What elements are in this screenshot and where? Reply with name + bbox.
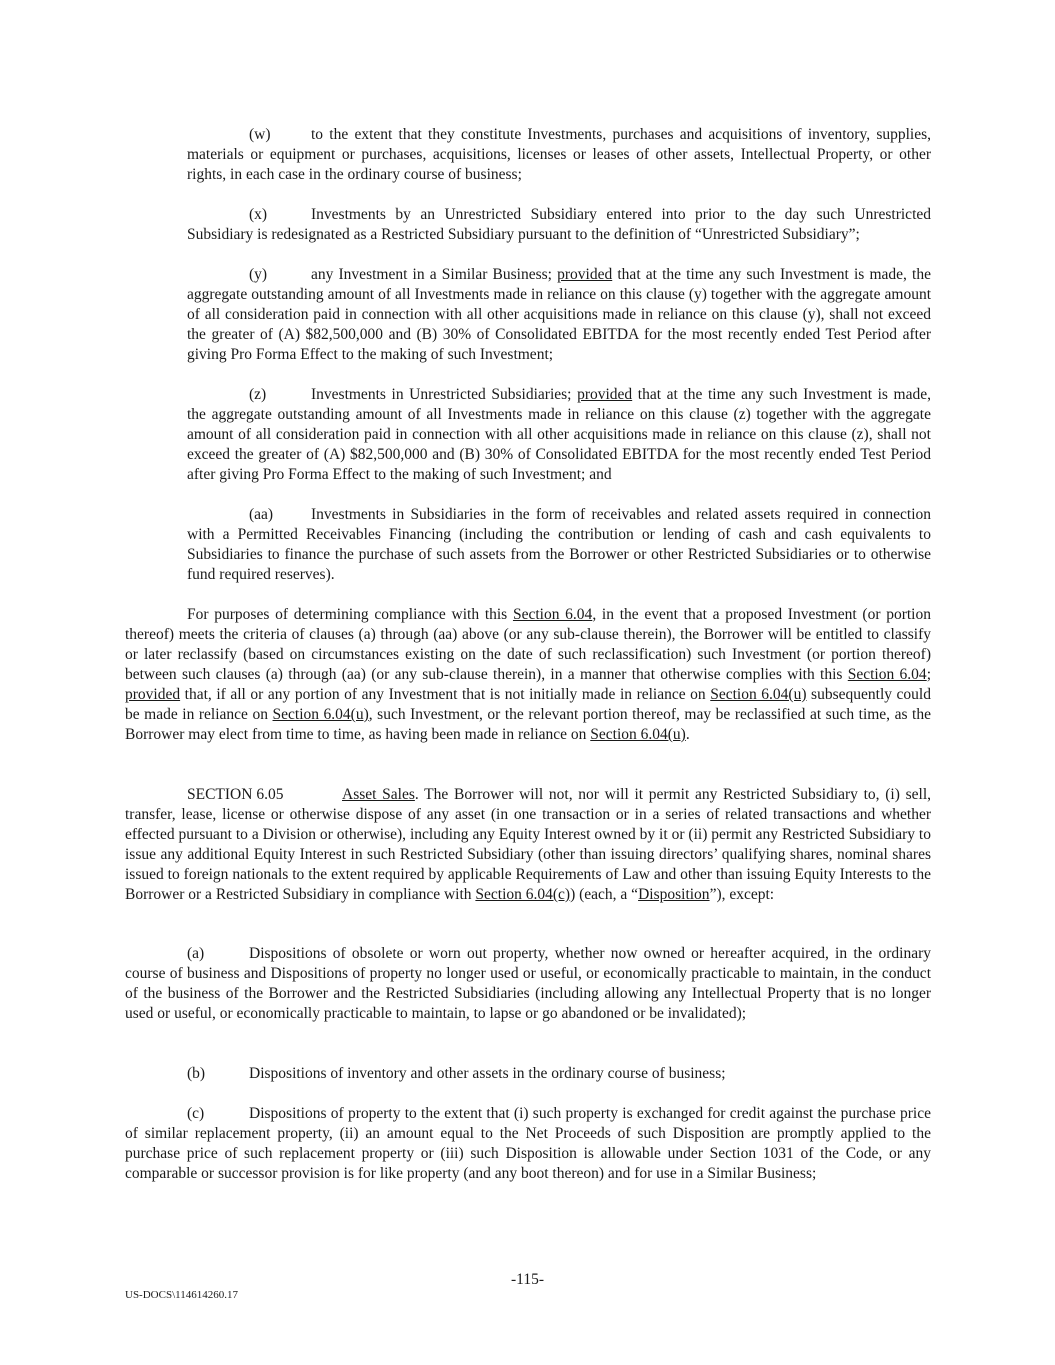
clause-text-start: any Investment in a Similar Business;: [311, 266, 558, 283]
clause-label: (b): [187, 1065, 206, 1082]
clause-label: (c): [187, 1105, 205, 1122]
section-number: SECTION 6.05: [187, 786, 284, 803]
clause-text: Dispositions of obsolete or worn out property, whether now owned or hereafter acquired, in the ordinary course of business and Dispositions of property no longer used or useful, or economically practicable to maintain, in the conduct of the business of the Borrower and the Restricted Subsidiaries (including allowing any Intellectual Property that is no longer used or useful, or economically practicable to maintain, to lapse or go abandoned or be invalidated);: [125, 945, 931, 1022]
document-id: US-DOCS\114614260.17: [125, 1289, 238, 1301]
disposition-a: [125, 944, 931, 1024]
section-reference: Section 6.04(u): [710, 686, 807, 703]
section-6-05: [125, 785, 931, 905]
compliance-text: .: [685, 726, 690, 743]
clause-text-start: Investments in Unrestricted Subsidiaries;: [311, 386, 578, 403]
section-text: ”), except:: [709, 886, 775, 903]
clause-label: (z): [249, 386, 267, 403]
compliance-text: , such Investment, or the relevant portion thereof, may be reclassified at such time, as the Borrower may elect from time to time, as having been made in reliance on: [125, 706, 931, 743]
disposition-c: [125, 1104, 931, 1184]
clause-text: Investments by an Unrestricted Subsidiary entered into prior to the day such Unrestricted Subsidiary is redesignated as a Restricted Subsidiary pursuant to the definition of “Unrestricted Subsidiary”;: [187, 206, 931, 243]
disposition-b: [125, 1064, 931, 1084]
compliance-paragraph: [125, 605, 931, 745]
clause-label: (w): [249, 126, 271, 143]
defined-term: Disposition: [638, 886, 710, 903]
clause-label: (x): [249, 206, 268, 223]
section-reference: Section 6.04: [512, 606, 593, 623]
clause-text: Investments in Subsidiaries in the form of receivables and related assets required in connection with a Permitted Receivables Financing (including the contribution or lending of cash and cash equivalents to Subsidiaries to finance the purchase of such assets from the Borrower or other Restricted Subsidiaries or to otherwise fund required reserves).: [187, 506, 931, 583]
compliance-text: that, if all or any portion of any Investment that is not initially made in reliance on: [180, 686, 711, 703]
section-reference: Section 6.04(u): [272, 706, 369, 723]
section-text: ) (each, a “: [570, 886, 639, 903]
clause-text: to the extent that they constitute Investments, purchases and acquisitions of inventory, supplies, materials or equipment or purchases, acquisitions, licenses or leases of other assets, Intellectual Property, or other rights, in each case in the ordinary course of business;: [187, 126, 931, 183]
clause-text-end: that at the time any such Investment is made, the aggregate outstanding amount of all Investments made in reliance on this clause (z) together with the aggregate amount of all consideration paid in connection with all other acquisitions made in reliance on this clause (z), shall not exceed the greater of (A) $82,500,000 and (B) 30% of Consolidated EBITDA for the most recently ended Test Period after giving Pro Forma Effect to the making of such Investment; and: [187, 386, 931, 483]
clause-aa: [187, 505, 931, 585]
clause-label: (aa): [249, 506, 274, 523]
provided-term: provided: [125, 686, 181, 703]
clause-y: [187, 265, 931, 365]
clause-text: Dispositions of property to the extent that (i) such property is exchanged for credit against the purchase price of similar replacement property, (ii) an amount equal to the Net Proceeds of such Disposition are promptly applied to the purchase price of such replacement property or (iii) such Disposition is allowable under Section 1031 of the Code, or any comparable or successor provision is for like property (and any boot thereon) and for use in a Similar Business;: [125, 1105, 931, 1182]
compliance-text: For purposes of determining compliance with this: [187, 606, 513, 623]
compliance-text: ;: [926, 666, 931, 683]
section-reference: Section 6.04(c): [475, 886, 571, 903]
section-reference: Section 6.04(u): [590, 726, 686, 743]
provided-term: provided: [557, 266, 613, 283]
clause-text-end: that at the time any such Investment is made, the aggregate outstanding amount of all Investments made in reliance on this clause (y) together with the aggregate amount of all consideration paid in connection with all other acquisitions made in reliance on this clause (y), shall not exceed the greater of (A) $82,500,000 and (B) 30% of Consolidated EBITDA for the most recently ended Test Period after giving Pro Forma Effect to the making of such Investment;: [187, 266, 931, 363]
clause-z: [187, 385, 931, 485]
clause-w: [187, 125, 931, 185]
provided-term: provided: [577, 386, 633, 403]
page-number: -115-: [511, 1271, 544, 1288]
clause-label: (a): [187, 945, 205, 962]
section-title: Asset Sales: [342, 786, 415, 803]
clause-x: [187, 205, 931, 245]
compliance-text: , in the event that a proposed Investment (or portion thereof) meets the criteria of clauses (a) through (aa) above (or any sub-clause therein), the Borrower will be entitled to classify or later reclassify (based on circumstances existing on the date of such reclassification) such Investment (or portion thereof) between such clauses (a) through (aa) (or any sub-clause therein), in a manner that otherwise complies with this: [125, 606, 931, 683]
section-text: . The Borrower will not, nor will it permit any Restricted Subsidiary to, (i) sell, transfer, lease, license or otherwise dispose of any asset (in one transaction or in a series of related transactions and whether effected pursuant to a Division or otherwise), including any Equity Interest owned by it or (ii) permit any Restricted Subsidiary to issue any additional Equity Interest in such Restricted Subsidiary (other than issuing directors’ qualifying shares, nominal shares issued to foreign nationals to the extent required by applicable Requirements of Law and other than issuing Equity Interests to the Borrower or a Restricted Subsidiary in compliance with: [125, 786, 931, 903]
compliance-text: subsequently could be made in reliance on: [125, 686, 931, 723]
clause-text: Dispositions of inventory and other assets in the ordinary course of business;: [249, 1065, 726, 1082]
clause-label: (y): [249, 266, 268, 283]
section-reference: Section 6.04: [847, 666, 927, 683]
